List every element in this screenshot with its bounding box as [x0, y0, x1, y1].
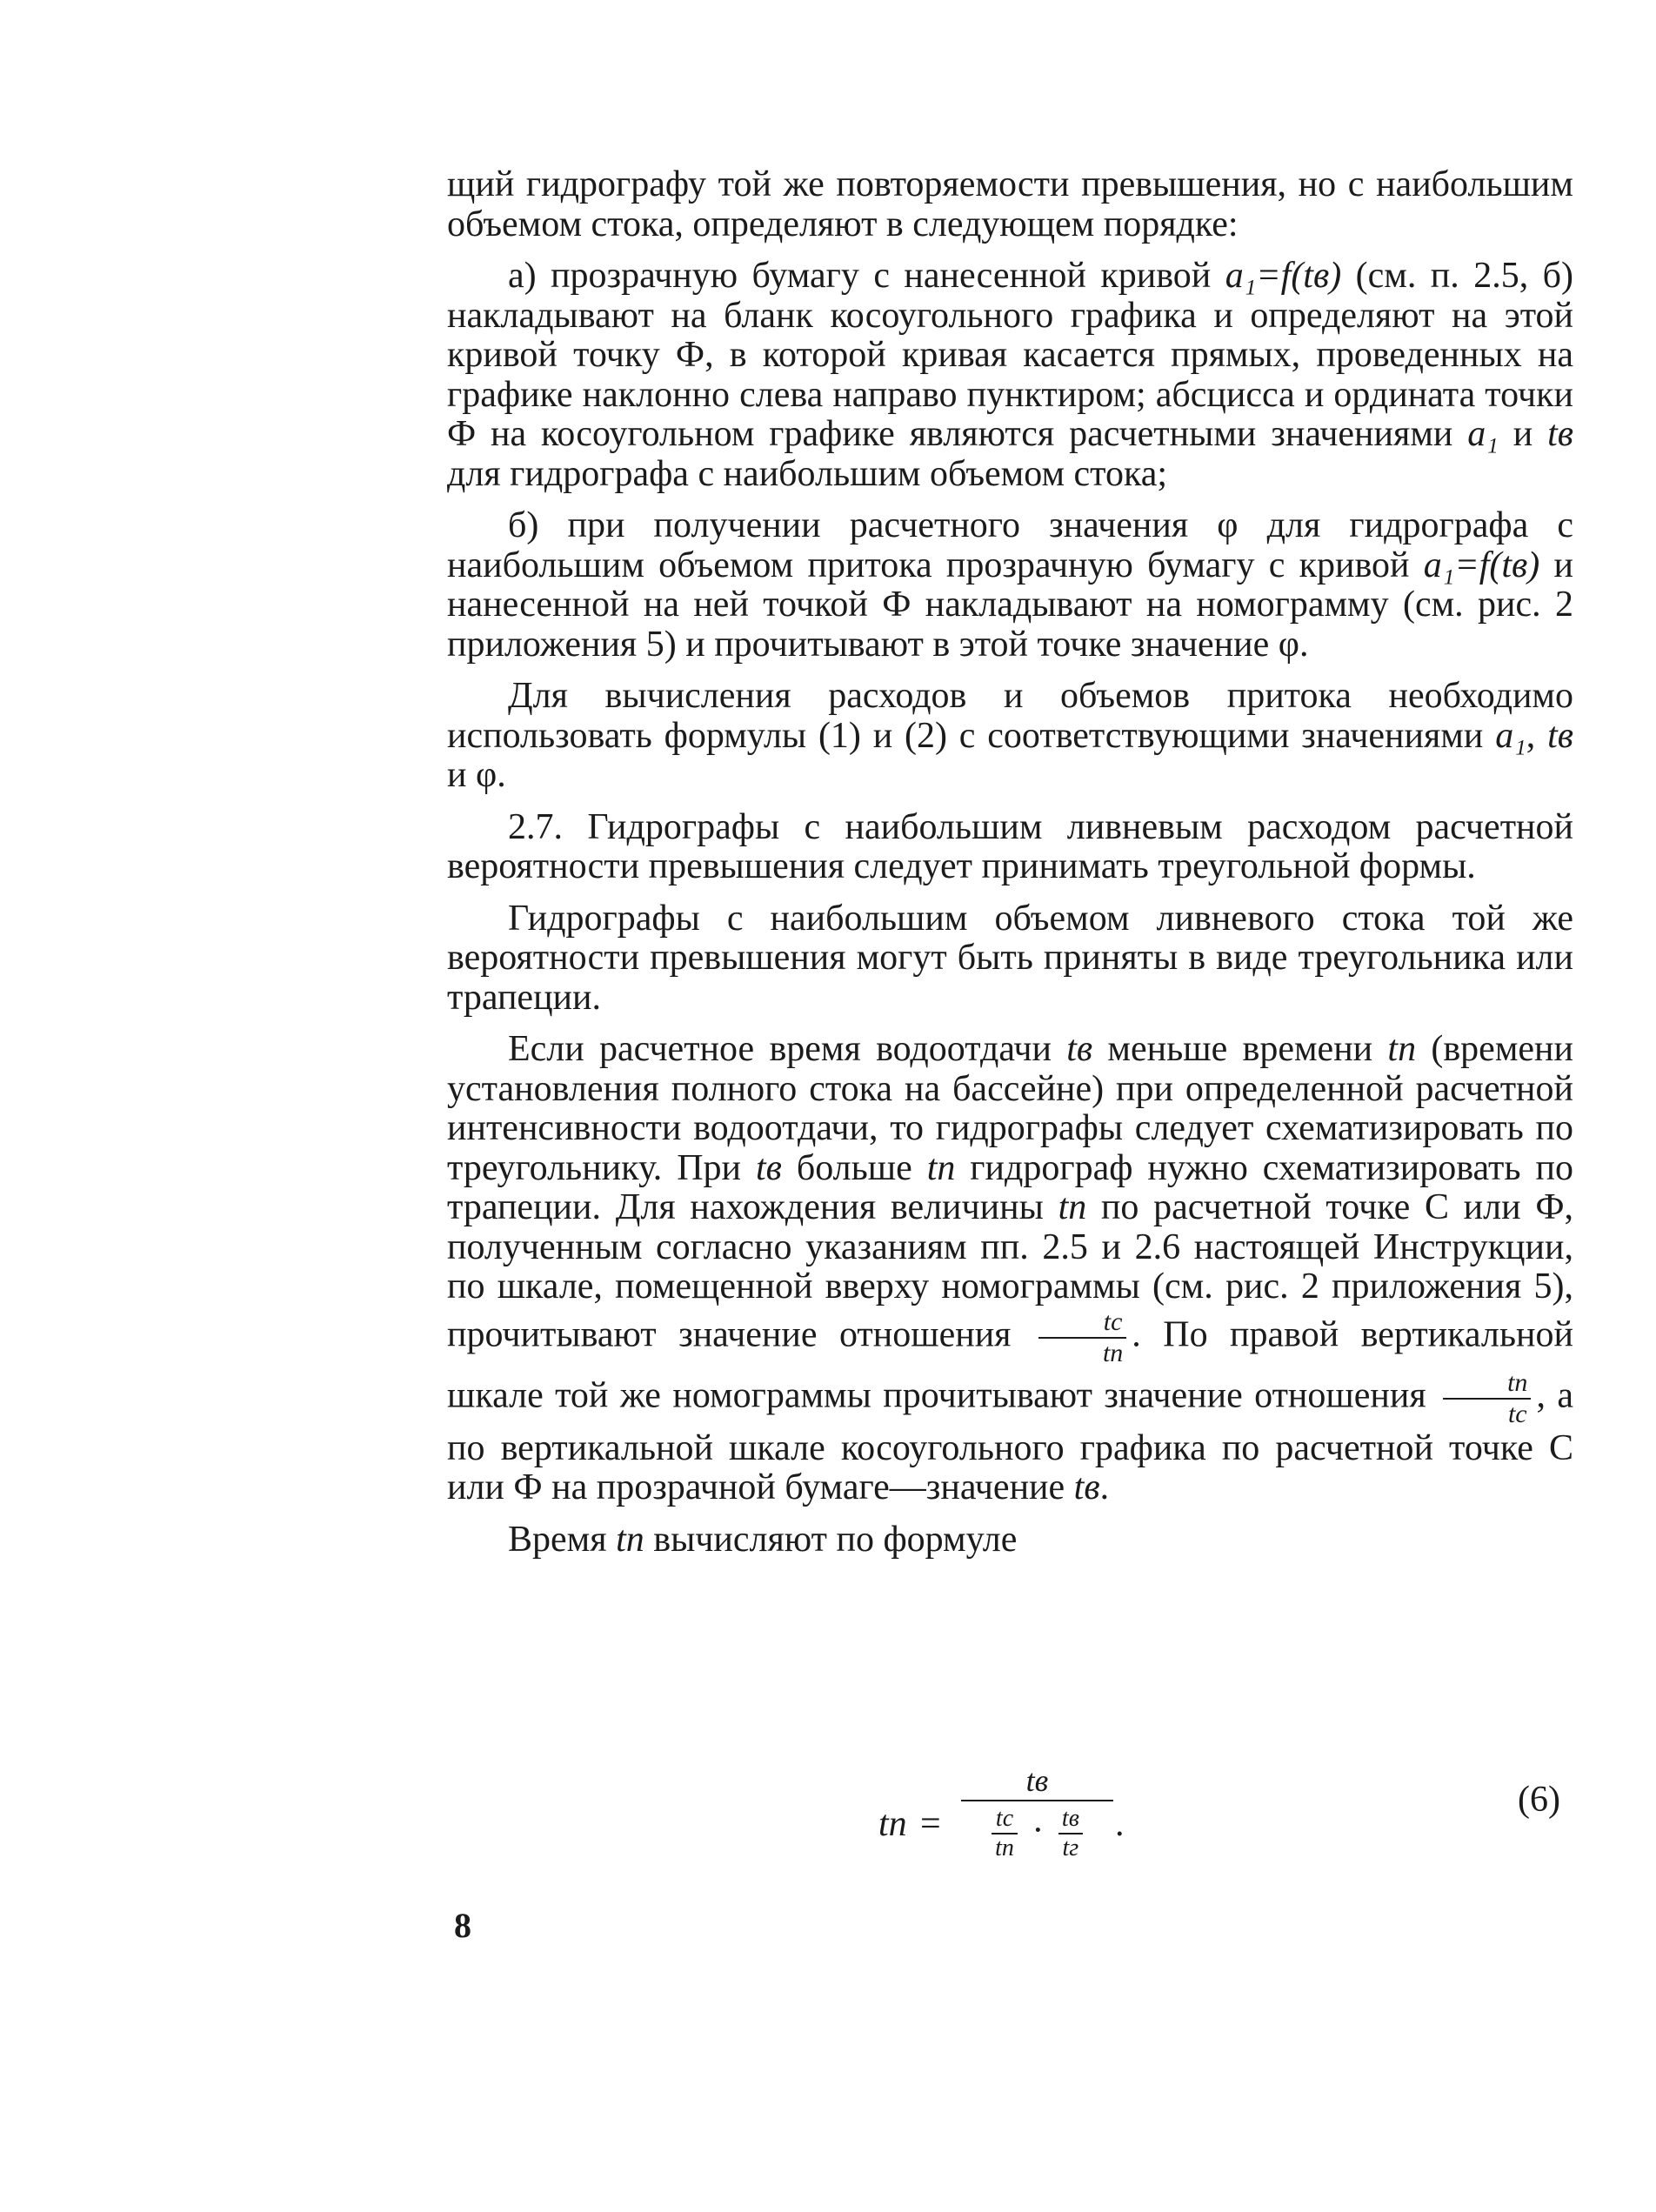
symbol-tv: tв [755, 1147, 782, 1188]
symbol-tv: tв [1073, 1467, 1100, 1507]
text: . [1099, 1467, 1110, 1507]
text: гидрограф нужно схематизировать по трапеции. Для нахождения величины [447, 1147, 1573, 1227]
fraction-denominator: tп [1102, 1338, 1124, 1367]
text: и [1498, 414, 1548, 454]
symbol-tp: tп [616, 1519, 644, 1560]
text: по расчетной точке С или Ф, полученным согласно указаниям пп. 2.5 и 2.6 настоящей Инструкции, по шкале, помещенной вверху номограммы (см. рис. 2 приложения 5), прочитывают значение отношения [447, 1187, 1574, 1355]
text: Время [508, 1519, 617, 1560]
symbol-a1: a₁ [1467, 414, 1499, 454]
text: Если расчетное время водоотдачи [508, 1029, 1067, 1069]
text: (времени установления полного стока на бассейне) при определенной расчетной интенсивности водоотдачи, то гидрографы следует схематизировать по треугольнику. При [447, 1029, 1573, 1188]
text: и φ. [447, 755, 506, 795]
equation-fraction [961, 1761, 1113, 1862]
equation-lhs: tп [878, 1804, 907, 1844]
paragraph-schematization [447, 1030, 1573, 1508]
formula-a1-f-tv: a₁=f(tв) [1225, 256, 1342, 296]
fraction-tp-over-tc [1443, 1368, 1531, 1429]
text: для гидрографа с наибольшим объемом стока; [447, 453, 1168, 494]
paragraph-time-formula [447, 1520, 1573, 1560]
fraction-numerator: tс [1038, 1307, 1126, 1339]
paragraph-item-b [447, 506, 1573, 665]
symbol-tp: tп [1387, 1029, 1417, 1069]
symbol-tv: tв [1547, 414, 1573, 454]
fraction-numerator: tв [1058, 1805, 1083, 1834]
text: б) при получении расчетного значения φ для гидрографа с наибольшим объемом притока прозрачную бумагу с кривой [447, 505, 1573, 585]
fraction-tc-over-tp [1038, 1307, 1126, 1368]
symbol-tv: tв [1547, 715, 1574, 756]
equation-period: . [1115, 1804, 1125, 1844]
paragraph-intro: щий гидрографу той же повторяемости превышения, но с наибольшим объемом стока, определяют в следующем порядке: [447, 164, 1573, 244]
text: больше [781, 1147, 927, 1188]
paragraph-item-a [447, 257, 1573, 494]
fraction-denominator: tс [1507, 1399, 1527, 1428]
text: а) прозрачную бумагу с нанесенной кривой [508, 256, 1225, 296]
text: и нанесенной на ней точкой Ф накладывают на номограмму (см. рис. 2 приложения 5) и прочитывают в этой точке значение φ. [447, 545, 1574, 665]
symbol-tp: tп [1058, 1187, 1087, 1227]
fraction-tv-over-tr [1058, 1805, 1083, 1862]
paragraph-hydrographs: Гидрографы с наибольшим объемом ливневого стока той же вероятности превышения могут быть приняты в виде треугольника или трапеции. [447, 898, 1573, 1018]
paragraph-formulas-note [447, 677, 1573, 796]
page-number: 8 [454, 1906, 471, 1945]
text: меньше времени [1092, 1029, 1388, 1069]
text: (см. п. 2.5, б) накладывают на бланк косоугольного графика и определяют на этой кривой точку Ф, в которой кривая касается прямых, проведенных на графике наклонно слева направо пунктиром; абсцисса и ордината точки Ф на косоугольном графике являются расчетными значениями [447, 256, 1573, 454]
fraction-denominator: tг [1062, 1834, 1079, 1861]
document-body [447, 165, 1573, 1560]
text: , а по вертикальной шкале косоугольного графика по расчетной точке С или Ф на прозрачной бумаге—значение [447, 1375, 1573, 1507]
equation-numerator: tв [961, 1761, 1113, 1801]
symbol-tv: tв [1066, 1029, 1093, 1069]
multiplication-dot: · [1032, 1810, 1045, 1851]
equation-number: (6) [1518, 1780, 1560, 1820]
fraction-tc-over-tp [992, 1805, 1018, 1862]
equation-denominator [961, 1801, 1113, 1862]
fraction-numerator: tп [1443, 1368, 1531, 1400]
symbol-tp: tп [926, 1147, 956, 1188]
equals-sign: = [920, 1804, 941, 1844]
paragraph-2-7: 2.7. Гидрографы с наибольшим ливневым расходом расчетной вероятности превышения следует принимать треугольной формы. [447, 806, 1573, 886]
formula-a1-f-tv: a₁=f(tв) [1423, 545, 1540, 585]
fraction-denominator: tп [995, 1834, 1014, 1861]
fraction-numerator: tс [992, 1805, 1018, 1834]
text: Для вычисления расходов и объемов притока необходимо использовать формулы (1) и (2) с соответствующими значениями [447, 676, 1573, 756]
text: . По правой вертикальной шкале той же номограммы прочитывают значение отношения [447, 1314, 1573, 1416]
text: , [1526, 715, 1548, 756]
symbol-a1: a₁ [1495, 715, 1526, 756]
equation-6 [878, 1761, 1131, 1892]
text: вычисляют по формуле [644, 1519, 1018, 1560]
